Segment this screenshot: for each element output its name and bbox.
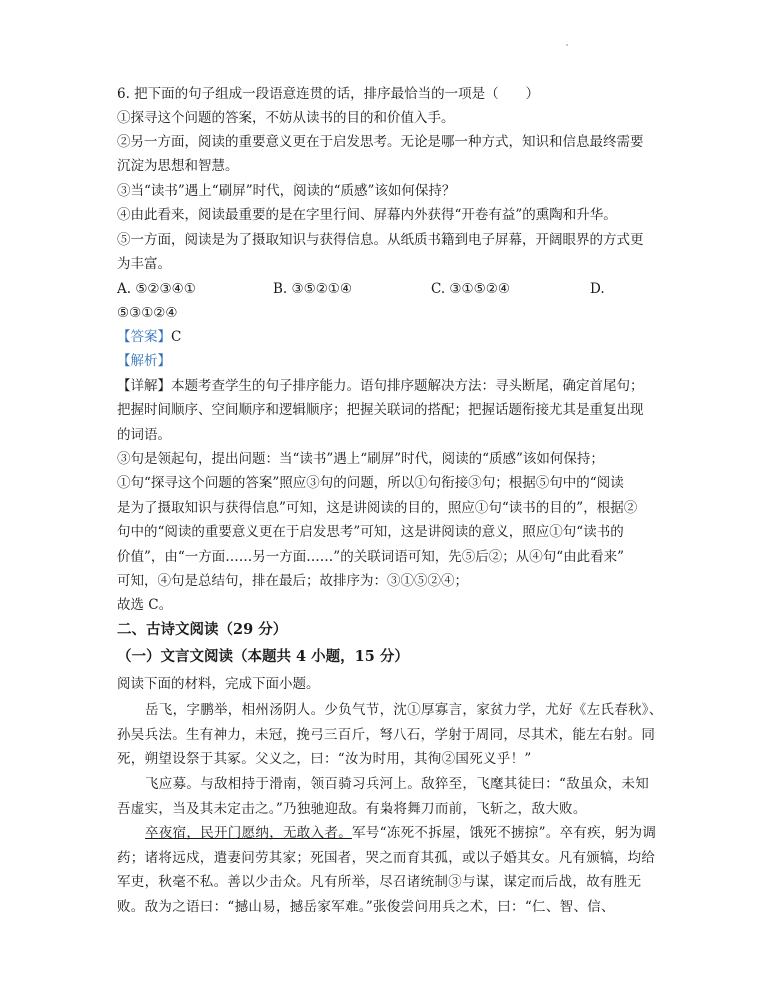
scan-dot [566, 44, 568, 46]
detail-line-5: ①句“探寻这个问题的答案”照应③句的问题，所以①句衔接③句；根据⑤句中的“阅读 [117, 475, 624, 491]
sentence-5-cont: 为丰富。 [117, 256, 171, 272]
detail-line-9: 可知，④句是总结句，排在最后；故排序为：③①⑤②④； [117, 573, 468, 589]
sentence-3: ③当“读书”遇上“刷屏”时代，阅读的“质感”该如何保持？ [117, 183, 456, 199]
option-d: D. [590, 281, 605, 297]
instruction: 阅读下面的材料，完成下面小题。 [117, 676, 320, 692]
detail-text-1: 本题考查学生的句子排序能力。语句排序题解决方法：寻头断尾，确定首尾句； [171, 378, 644, 394]
section-heading: 二、古诗文阅读（29 分） [117, 621, 288, 638]
underlined-sentence: 卒夜宿，民开门愿纳，无敢入者。 [145, 825, 352, 841]
detail-line-1 [117, 377, 644, 395]
answer-label: 【答案】 [117, 329, 171, 345]
classical-p1-line-1: 岳飞，字鹏举，相州汤阴人。少负气节，沈①厚寡言，家贫力学，尤好《左氏春秋》、 [145, 702, 663, 718]
classical-p3-line-4: 败。敌为之语曰：“撼山易，撼岳家军难。”张俊尝问用兵之术，曰：“仁、智、信、 [117, 899, 615, 915]
classical-p3-line-3: 军吏，秋毫不私。善以少击众。凡有所举，尽召诸统制③与谋，谋定而后战，故有胜无 [117, 874, 642, 890]
answer-value: C [171, 329, 182, 345]
detail-line-4: ③句是领起句，提出问题：当“读书”遇上“刷屏”时代，阅读的“质感”该如何保持； [117, 451, 604, 467]
sentence-5: ⑤一方面，阅读是为了摄取知识与获得信息。从纸质书籍到电子屏幕，开阔眼界的方式更 [117, 232, 644, 248]
subsection-heading: （一）文言文阅读（本题共 4 小题，15 分） [117, 648, 409, 665]
option-b: B. ③⑤②①④ [273, 281, 353, 297]
classical-p1-line-2: 孙吴兵法。生有神力，未冠，挽弓三百斤，弩八石，学射于周同，尽其术，能左右射。同 [117, 727, 656, 743]
answer-line [117, 328, 181, 346]
classical-p3-rest: 军号“冻死不拆屋，饿死不掳掠”。卒有疾，躬为调 [352, 825, 657, 841]
classical-p3-line-2: 药；诸将远戍，遣妻问劳其家；死国者，哭之而育其孤，或以子婚其女。凡有颁犒，均给 [117, 850, 656, 866]
classical-p2-line-1: 飞应募。与敌相持于滑南，领百骑习兵河上。敌猝至，飞麾其徒曰：“敌虽众，未知 [145, 776, 650, 792]
detail-label: 【详解】 [117, 378, 171, 394]
classical-p3-line-1 [145, 824, 656, 842]
detail-line-2: 把握时间顺序、空间顺序和逻辑顺序；把握关联词的搭配；把握话题衔接尤其是重复出现 [117, 402, 644, 418]
sentence-4: ④由此看来，阅读最重要的是在字里行间、屏幕内外获得“开卷有益”的熏陶和升华。 [117, 207, 617, 223]
option-d-content: ⑤③①②④ [117, 305, 178, 321]
detail-line-10: 故选 C。 [117, 597, 173, 613]
analysis-label: 【解析】 [117, 353, 171, 369]
detail-line-8: 价值”，由“一方面……另一方面……”的关联词语可知，先⑤后②；从④句“由此看来” [117, 549, 625, 565]
option-c: C. ③①⑤②④ [431, 281, 510, 297]
option-a: A. ⑤②③④① [117, 281, 196, 297]
classical-p1-line-3: 死，朔望设祭于其冢。父义之，曰：“汝为时用，其徇②国死义乎！” [117, 751, 532, 767]
sentence-2: ②另一方面，阅读的重要意义更在于启发思考。无论是哪一种方式，知识和信息最终需要 [117, 134, 644, 150]
sentence-2-cont: 沉淀为思想和智慧。 [117, 158, 239, 174]
question-stem: 6. 把下面的句子组成一段语意连贯的话，排序最恰当的一项是（ ） [117, 86, 540, 102]
detail-line-3: 的词语。 [117, 427, 171, 443]
detail-line-7: 句中的“阅读的重要意义更在于启发思考”可知，这是讲阅读的意义，照应①句“读书的 [117, 524, 624, 540]
sentence-1: ①探寻这个问题的答案，不妨从读书的目的和价值入手。 [117, 110, 455, 126]
classical-p2-line-2: 吾虚实，当及其未定击之。”乃独驰迎敌。有枭将舞刀而前，飞斩之，敌大败。 [117, 801, 587, 817]
detail-line-6: 是为了摄取知识与获得信息”可知，这是讲阅读的目的，照应①句“读书的目的”，根据② [117, 500, 638, 516]
